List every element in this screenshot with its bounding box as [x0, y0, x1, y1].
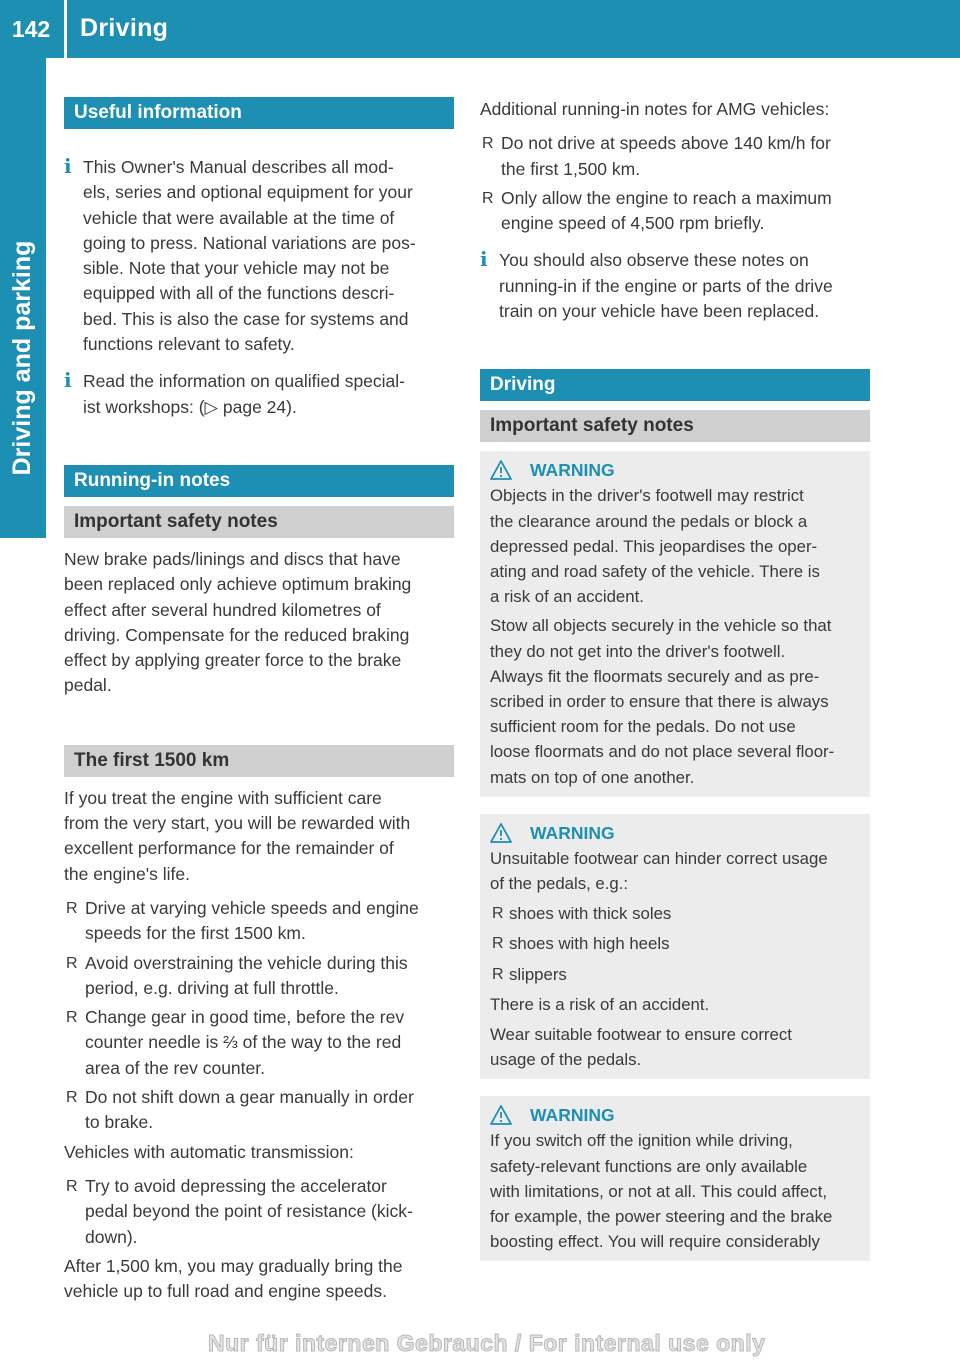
text-line: been replaced only achieve optimum braking [64, 574, 412, 595]
list-item [490, 962, 861, 987]
text-line: If you treat the engine with sufficient care [64, 787, 382, 808]
text-line: the engine's life. [64, 863, 190, 884]
text-line: Unsuitable footwear can hinder correct usage [490, 848, 828, 868]
text-line: depressed pedal. This jeopardises the oper- [490, 536, 818, 556]
warning-heading [490, 820, 861, 846]
right-column [480, 97, 870, 1261]
info-line: equipped with all of the functions descri- [83, 283, 395, 304]
info-icon: i [64, 368, 72, 393]
text-line: Objects in the driver's footwell may restrict [490, 486, 804, 506]
text-line: excellent performance for the remainder of [64, 838, 394, 859]
text-line: Change gear in good time, before the rev [85, 1007, 405, 1028]
left-column [64, 97, 454, 1304]
side-tab-label: Driving and parking [8, 240, 36, 476]
text-line: Drive at varying vehicle speeds and engine [85, 897, 419, 918]
chapter-title: Driving [80, 14, 169, 42]
info-line: sible. Note that your vehicle may not be [83, 258, 390, 279]
list-item [490, 901, 861, 926]
text-line: down). [85, 1226, 138, 1247]
text-line: Try to avoid depressing the accelerator [85, 1175, 387, 1196]
text-line: mats on top of one another. [490, 767, 695, 787]
info-line: This Owner's Manual describes all mod- [83, 157, 394, 177]
list-item [64, 896, 454, 947]
info-line: Read the information on qualified special- [83, 371, 405, 392]
text-line: vehicle up to full road and engine speeds. [64, 1281, 388, 1302]
text-line: loose floormats and do not place several floor- [490, 742, 835, 762]
warning-triangle-icon [490, 1105, 512, 1125]
bullet-r-icon: R [492, 935, 504, 953]
text-line: with limitations, or not at all. This could affect, [490, 1181, 828, 1201]
text-line: Stow all objects securely in the vehicle so that [490, 616, 832, 636]
text-line: safety-relevant functions are only available [490, 1156, 808, 1176]
text-line: engine speed of 4,500 rpm briefly. [501, 213, 765, 234]
warning-title: WARNING [530, 822, 615, 843]
page-number: 142 [11, 15, 51, 42]
bullet-r-icon: R [482, 135, 494, 153]
text-line: Avoid overstraining the vehicle during this [85, 952, 408, 973]
bullet-r-icon: R [66, 899, 78, 917]
text-line: driving. Compensate for the reduced braking [64, 624, 410, 645]
bullet-r-icon: R [66, 1009, 78, 1027]
text-line: usage of the pedals. [490, 1050, 642, 1070]
warning-triangle-icon [490, 460, 512, 480]
page-header [0, 0, 960, 58]
list-item [64, 1005, 454, 1081]
page-reference-link[interactable]: ist workshops: (▷ page 24). [83, 396, 297, 417]
text-line: area of the rev counter. [85, 1057, 265, 1078]
info-icon: i [64, 154, 72, 178]
text-line: counter needle is ⅔ of the way to the red [85, 1032, 402, 1053]
text-line: period, e.g. driving at full throttle. [85, 977, 339, 998]
text-line: Do not drive at speeds above 140 km/h for [501, 133, 831, 154]
info-icon: i [480, 247, 488, 272]
info-line: els, series and optional equipment for your [83, 182, 413, 203]
warning-heading [490, 457, 861, 483]
text-line: Do not shift down a gear manually in order [85, 1087, 414, 1108]
side-tab [0, 58, 46, 538]
section-heading-useful-information: Useful information [64, 97, 454, 129]
bullet-r-icon: R [66, 954, 78, 972]
automatic-transmission-label: Vehicles with automatic transmission: [64, 1141, 354, 1162]
info-note [64, 369, 454, 420]
footer-watermark: Nur für internen Gebrauch / For internal use only [208, 1330, 766, 1356]
info-line: bed. This is also the case for systems and [83, 308, 409, 329]
list-item [480, 186, 870, 237]
text-line: sufficient room for the pedals. Do not use [490, 717, 796, 737]
bullet-r-icon: R [66, 1089, 78, 1107]
text-line: effect after several hundred kilometres of [64, 599, 381, 620]
list-item [64, 1174, 454, 1250]
amg-intro: Additional running-in notes for AMG vehicles: [480, 99, 830, 119]
subsection-heading-important-safety-notes: Important safety notes [64, 506, 454, 538]
warning-title: WARNING [530, 1105, 615, 1126]
list-item [64, 951, 454, 1002]
text-line: for example, the power steering and the brake [490, 1207, 833, 1227]
text-line: There is a risk of an accident. [490, 994, 710, 1014]
text-line: the first 1,500 km. [501, 158, 641, 179]
info-note [64, 155, 454, 357]
info-line: running-in if the engine or parts of the drive [499, 275, 833, 296]
list-item [490, 931, 861, 956]
warning-heading [490, 1102, 861, 1128]
info-line: vehicle that were available at the time of [83, 207, 395, 228]
header-divider [64, 0, 67, 58]
text-line: New brake pads/linings and discs that have [64, 548, 401, 569]
warning-box [480, 814, 870, 1080]
bullet-r-icon: R [482, 189, 494, 207]
list-item [64, 1085, 454, 1136]
subsection-heading-important-safety-notes: Important safety notes [480, 410, 870, 442]
paragraph [64, 786, 454, 887]
info-note [480, 248, 870, 324]
text-line: If you switch off the ignition while driving, [490, 1131, 793, 1151]
list-item [480, 131, 870, 182]
text-line: from the very start, you will be rewarded with [64, 813, 411, 834]
text-line: Only allow the engine to reach a maximum [501, 187, 832, 208]
bullet-r-icon: R [492, 905, 504, 923]
text-line: scribed in order to ensure that there is always [490, 692, 829, 711]
text-line: the clearance around the pedals or block a [490, 511, 808, 531]
text-line: pedal beyond the point of resistance (kick- [85, 1201, 413, 1222]
section-heading-running-in-notes: Running-in notes [64, 465, 454, 497]
text-line: Wear suitable footwear to ensure correct [490, 1025, 792, 1045]
info-line: You should also observe these notes on [499, 250, 809, 271]
text-line: Always fit the floormats securely and as pre- [490, 666, 820, 686]
text-line: of the pedals, e.g.: [490, 874, 629, 894]
section-heading-driving: Driving [480, 369, 870, 401]
paragraph [64, 1254, 454, 1305]
subsection-heading-first-1500-km: The first 1500 km [64, 745, 454, 777]
warning-triangle-icon [490, 823, 512, 843]
warning-box [480, 451, 870, 796]
warning-title: WARNING [530, 460, 615, 481]
text-line: ating and road safety of the vehicle. There is [490, 561, 820, 581]
text-line: pedal. [64, 675, 112, 696]
bullet-r-icon: R [492, 965, 504, 983]
warning-box [480, 1096, 870, 1261]
info-line: functions relevant to safety. [83, 334, 295, 355]
text-line: shoes with thick soles [509, 904, 672, 924]
text-line: speeds for the first 1500 km. [85, 923, 306, 944]
info-line: train on your vehicle have been replaced. [499, 301, 820, 322]
text-line: boosting effect. You will require considerably [490, 1232, 820, 1252]
info-line: going to press. National variations are pos- [83, 232, 416, 253]
paragraph [64, 547, 454, 699]
text-line: to brake. [85, 1112, 154, 1133]
text-line: After 1,500 km, you may gradually bring the [64, 1255, 403, 1276]
text-line: they do not get into the driver's footwell. [490, 641, 786, 661]
text-line: a risk of an accident. [490, 587, 644, 607]
bullet-r-icon: R [66, 1177, 78, 1195]
text-line: shoes with high heels [509, 934, 670, 954]
text-line: slippers [509, 964, 567, 984]
text-line: effect by applying greater force to the brake [64, 650, 402, 671]
